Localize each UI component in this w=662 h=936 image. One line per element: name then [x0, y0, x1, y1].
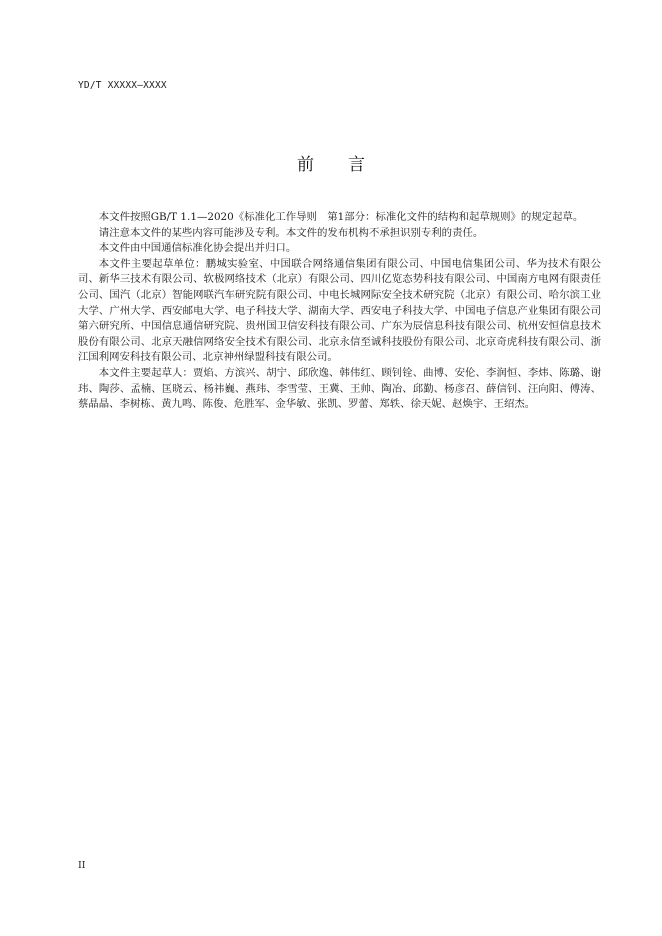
document-code-header: YD/T XXXXX—XXXX	[78, 80, 167, 91]
paragraph-drafters: 本文件主要起草人：贾焰、方滨兴、胡宁、邱欣逸、韩伟红、顾钊铨、曲博、安伦、李润恒、李炜、陈璐、谢玮、陶莎、孟楠、匡晓云、杨祎巍、燕玮、李雪莹、王冀、王帅、陶冶、邱勤、杨彦召、薛信钊、汪向阳、傅涛、蔡晶晶、李树栋、黄九鸣、陈俊、危胜军、金华敏、张凯、罗蕾、郑轶、徐天妮、赵焕宇、王绍杰。	[78, 366, 601, 411]
page-title	[0, 150, 662, 175]
paragraph-proposer: 本文件由中国通信标准化协会提出并归口。	[98, 242, 297, 255]
title-char-2: 言	[348, 155, 365, 175]
paragraph-drafting-organizations: 本文件主要起草单位：鹏城实验室、中国联合网络通信集团有限公司、中国电信集团公司、华为技术有限公司、新华三技术有限公司、软极网络技术（北京）有限公司、四川亿览态势科技有限公司、中国南方电网有限责任公司、国汽（北京）智能网联汽车研究院有限公司、中电长城网际安全技术研究院（北京）有限公司、哈尔滨工业大学、广州大学、西安邮电大学、电子科技大学、湖南大学、西安电子科技大学、中国电子信息产业集团有限公司第六研究所、中国信息通信研究院、贵州国卫信安科技有限公司、广东为辰信息科技有限公司、杭州安恒信息技术股份有限公司、北京天融信网络安全技术有限公司、北京永信至诚科技股份有限公司、北京奇虎科技有限公司、浙江国利网安科技有限公司、北京神州绿盟科技有限公司。	[78, 257, 601, 364]
page-number: II	[78, 860, 86, 871]
paragraph-drafting-rules: 本文件按照GB/T 1.1—2020《标准化工作导则 第1部分：标准化文件的结构和起草规则》的规定起草。	[98, 211, 584, 223]
title-char-1: 前	[297, 155, 314, 175]
foreword-body	[78, 210, 601, 413]
paragraph-patent-notice: 请注意本文件的某些内容可能涉及专利。本文件的发布机构不承担识别专利的责任。	[98, 226, 484, 239]
